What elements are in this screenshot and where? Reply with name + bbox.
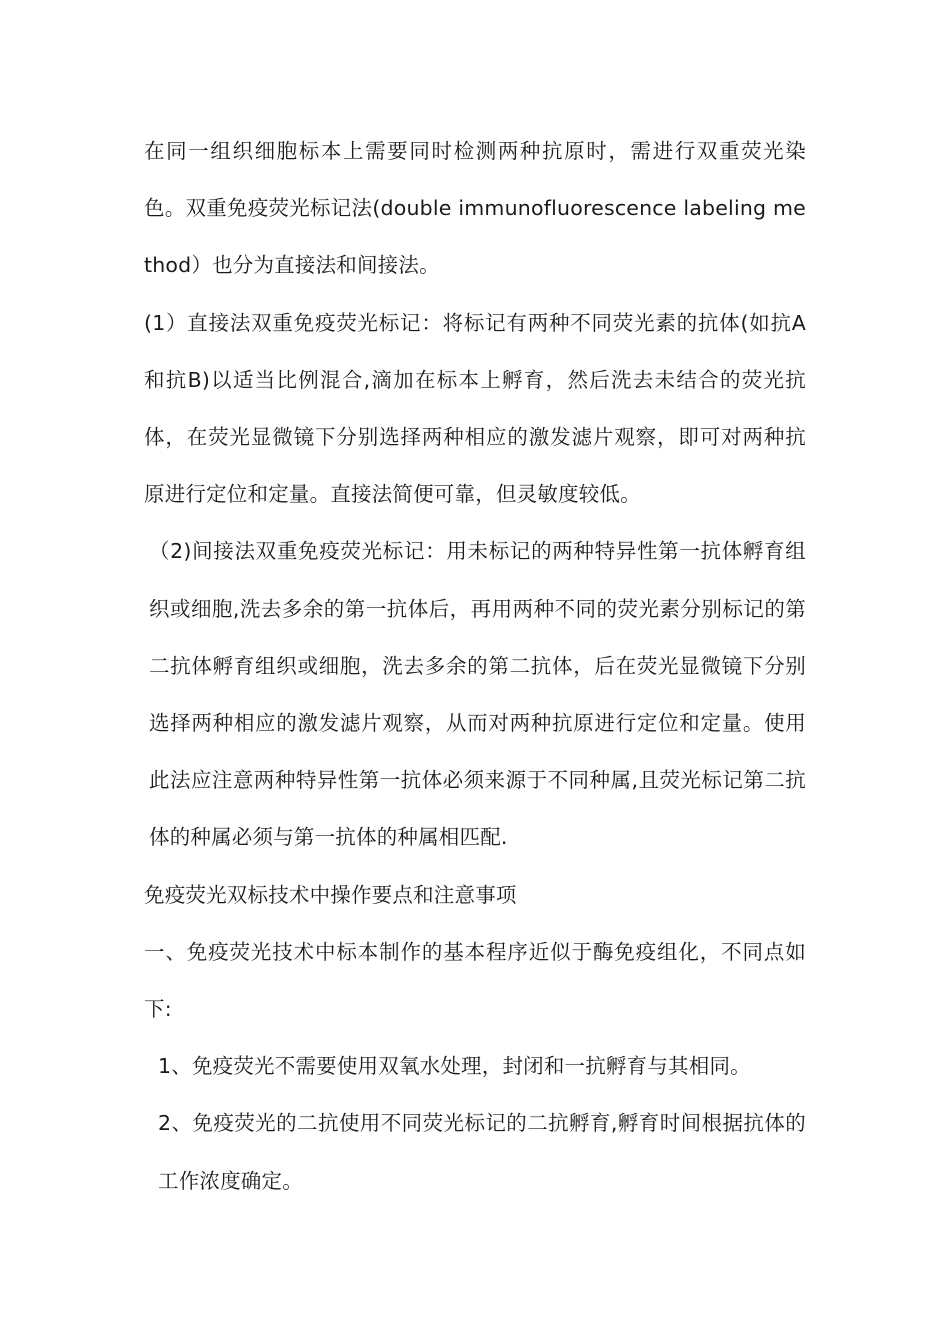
paragraph-point-one: 一、免疫荧光技术中标本制作的基本程序近似于酶免疫组化，不同点如下: [144, 939, 806, 1022]
paragraph-intro: 在同一组织细胞标本上需要同时检测两种抗原时，需进行双重荧光染色。双重免疫荧光标记法(double immunofluorescence labeling method）也分为直接法和间接法。 [144, 139, 806, 278]
list-item-1: 1、免疫荧光不需要使用双氧水处理，封闭和一抗孵育与其相同。 [158, 1054, 751, 1079]
list-item-2: 2、免疫荧光的二抗使用不同荧光标记的二抗孵育,孵育时间根据抗体的工作浓度确定。 [158, 1111, 806, 1193]
paragraph-indirect-method: （2)间接法双重免疫荧光标记：用未标记的两种特异性第一抗体孵育组织或细胞,洗去多余的第一抗体后，再用两种不同的荧光素分别标记的第二抗体孵育组织或细胞，洗去多余的第二抗体，后在荧光显微镜下分别选择两种相应的激发滤片观察，从而对两种抗原进行定位和定量。使用此法应注意两种特异性第一抗体必须来源于不同种属,且荧光标记第二抗体的种属必须与第一抗体的种属相匹配. [149, 539, 806, 850]
section-heading: 免疫荧光双标技术中操作要点和注意事项 [144, 882, 517, 907]
paragraph-direct-method: (1）直接法双重免疫荧光标记：将标记有两种不同荧光素的抗体(如抗A和抗B)以适当比例混合,滴加在标本上孵育，然后洗去未结合的荧光抗体，在荧光显微镜下分别选择两种相应的激发滤片观察，即可对两种抗原进行定位和定量。直接法简便可靠，但灵敏度较低。 [144, 310, 806, 507]
document-page [144, 123, 806, 1210]
